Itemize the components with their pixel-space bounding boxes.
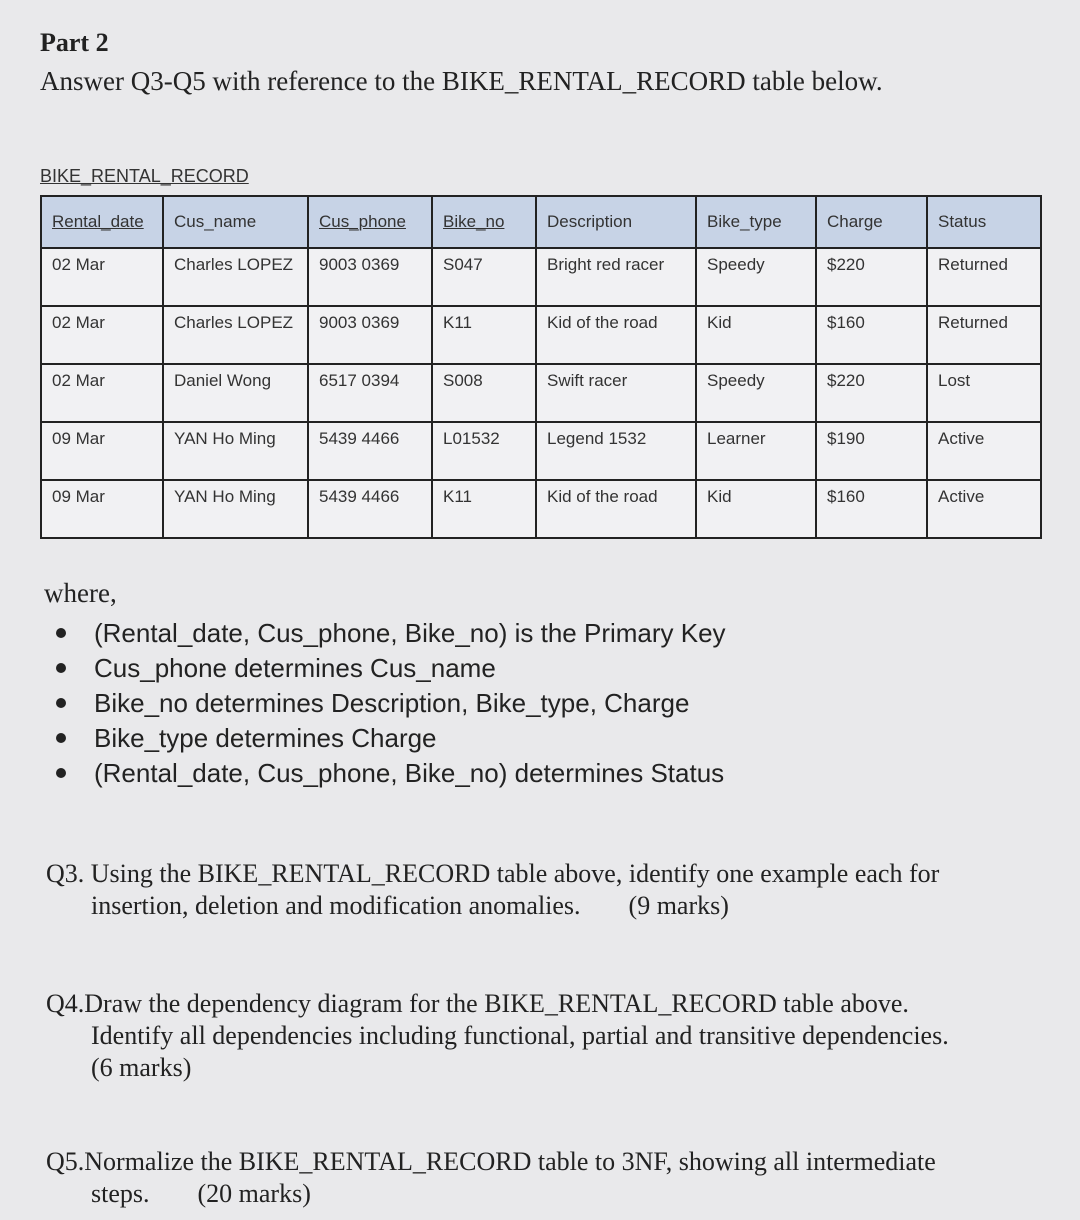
dependency-text: (Rental_date, Cus_phone, Bike_no) determines Status [94,758,725,788]
cell-bike-no: K11 [432,306,536,364]
bullet-icon [56,768,66,778]
cell-cus-name: Charles LOPEZ [163,248,308,306]
question-3 [46,858,939,922]
cell-rental-date: 09 Mar [41,480,163,538]
question-3-text: insertion, deletion and modification anomalies. [91,891,581,920]
col-header-cus-name: Cus_name [163,196,308,248]
cell-bike-type: Learner [696,422,816,480]
table-row [41,364,1041,422]
cell-description: Swift racer [536,364,696,422]
cell-rental-date: 02 Mar [41,306,163,364]
col-header-bike-no: Bike_no [432,196,536,248]
cell-status: Lost [927,364,1041,422]
question-3-line-2 [46,890,939,922]
cell-bike-type: Kid [696,480,816,538]
cell-description: Bright red racer [536,248,696,306]
question-5-text: steps. [91,1179,150,1208]
cell-bike-no: S008 [432,364,536,422]
col-header-bike-type: Bike_type [696,196,816,248]
question-5-line-1: Q5.Normalize the BIKE_RENTAL_RECORD table to 3NF, showing all intermediate [46,1147,936,1176]
cell-description: Legend 1532 [536,422,696,480]
cell-charge: $160 [816,306,927,364]
cell-cus-phone: 9003 0369 [308,248,432,306]
cell-status: Active [927,480,1041,538]
where-label: where, [44,578,117,608]
col-header-rental-date: Rental_date [41,196,163,248]
col-header-status: Status [927,196,1041,248]
cell-charge: $190 [816,422,927,480]
cell-rental-date: 02 Mar [41,364,163,422]
dependency-list [56,616,726,791]
bullet-icon [56,663,66,673]
question-4-line-1: Q4.Draw the dependency diagram for the BIKE_RENTAL_RECORD table above. [46,989,909,1018]
col-header-description: Description [536,196,696,248]
question-5-marks: (20 marks) [197,1179,311,1208]
table-row [41,306,1041,364]
part-title: Part 2 [40,28,109,57]
cell-bike-no: S047 [432,248,536,306]
table-row [41,480,1041,538]
table-row [41,422,1041,480]
dependency-text: (Rental_date, Cus_phone, Bike_no) is the Primary Key [94,618,726,648]
table-name: BIKE_RENTAL_RECORD [40,166,249,186]
cell-rental-date: 02 Mar [41,248,163,306]
cell-bike-no: K11 [432,480,536,538]
cell-bike-type: Speedy [696,364,816,422]
cell-description: Kid of the road [536,480,696,538]
question-5-line-2 [46,1178,936,1210]
part-intro: Answer Q3-Q5 with reference to the BIKE_RENTAL_RECORD table below. [40,66,883,96]
question-3-marks: (9 marks) [628,891,729,920]
question-4-marks: (6 marks) [91,1053,192,1082]
table-header-row [41,196,1041,248]
question-4 [46,988,949,1084]
dependency-item [56,686,726,721]
cell-status: Active [927,422,1041,480]
cell-cus-name: Daniel Wong [163,364,308,422]
cell-bike-no: L01532 [432,422,536,480]
question-3-line-1: Q3. Using the BIKE_RENTAL_RECORD table above, identify one example each for [46,859,940,888]
bullet-icon [56,698,66,708]
col-header-cus-phone: Cus_phone [308,196,432,248]
bullet-icon [56,733,66,743]
dependency-item [56,651,726,686]
dependency-item [56,756,726,791]
question-5 [46,1146,936,1210]
cell-cus-name: YAN Ho Ming [163,422,308,480]
cell-status: Returned [927,306,1041,364]
cell-bike-type: Kid [696,306,816,364]
cell-cus-phone: 6517 0394 [308,364,432,422]
dependency-text: Cus_phone determines Cus_name [94,653,496,683]
bullet-icon [56,628,66,638]
cell-rental-date: 09 Mar [41,422,163,480]
cell-cus-phone: 5439 4466 [308,480,432,538]
cell-charge: $220 [816,248,927,306]
cell-cus-phone: 9003 0369 [308,306,432,364]
table-row [41,248,1041,306]
question-4-line-2: Identify all dependencies including functional, partial and transitive dependencies. [91,1021,949,1050]
bike-rental-record-table [40,195,1042,539]
cell-status: Returned [927,248,1041,306]
cell-bike-type: Speedy [696,248,816,306]
cell-cus-name: YAN Ho Ming [163,480,308,538]
dependency-item [56,721,726,756]
dependency-item [56,616,726,651]
cell-description: Kid of the road [536,306,696,364]
dependency-text: Bike_type determines Charge [94,723,437,753]
dependency-text: Bike_no determines Description, Bike_type, Charge [94,688,690,718]
cell-charge: $220 [816,364,927,422]
cell-charge: $160 [816,480,927,538]
col-header-charge: Charge [816,196,927,248]
cell-cus-phone: 5439 4466 [308,422,432,480]
cell-cus-name: Charles LOPEZ [163,306,308,364]
